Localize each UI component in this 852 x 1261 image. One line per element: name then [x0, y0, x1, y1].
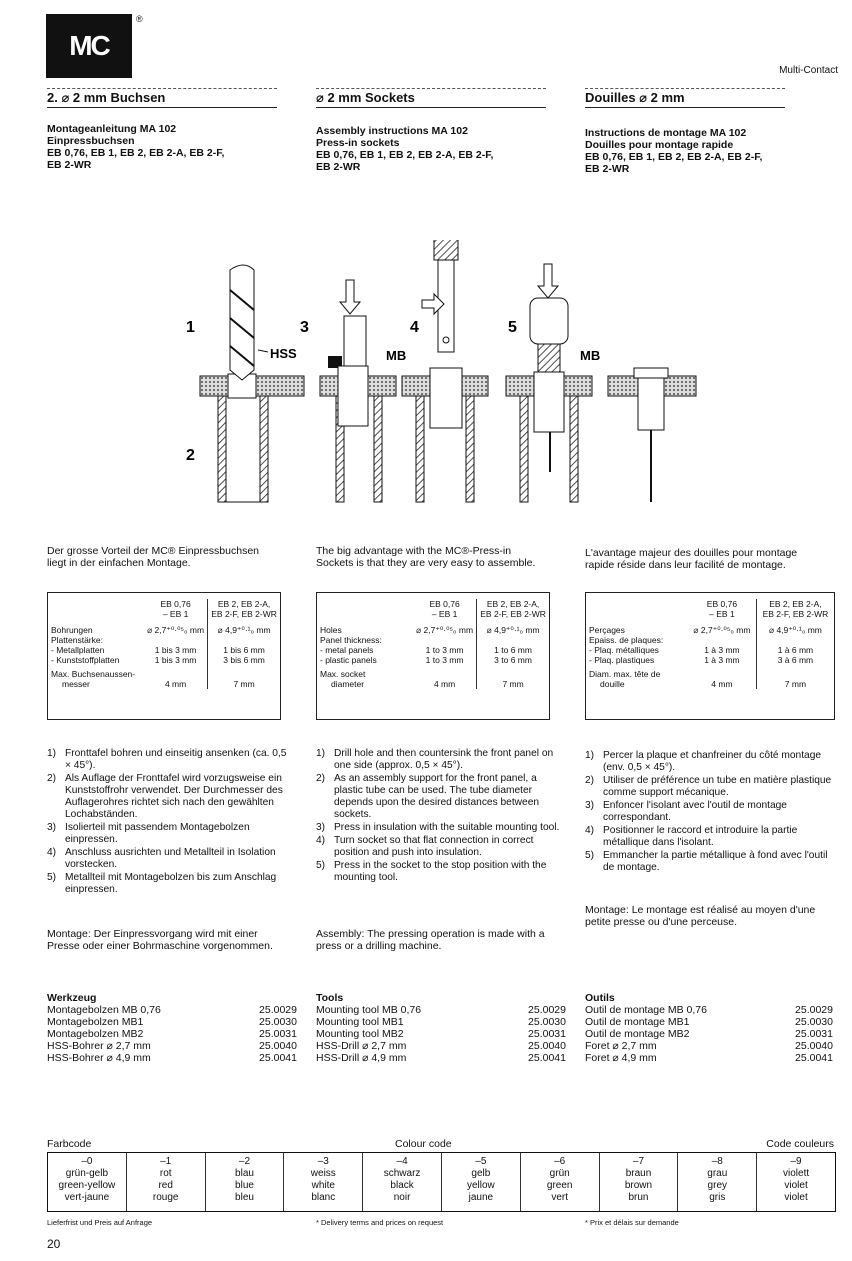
arrow-down-icon	[340, 280, 360, 314]
colour-cell: –5 gelb yellow jaune	[441, 1153, 520, 1211]
colour-cell: –3 weiss white blanc	[283, 1153, 362, 1211]
note-en: Assembly: The pressing operation is made with a press or a drilling machine.	[316, 928, 545, 952]
footnote-fr: * Prix et délais sur demande	[585, 1218, 679, 1227]
list-item: 2) As an assembly support for the front panel, a plastic tube can be used. The tube diameter depends upon the desired distances between sockets.	[316, 773, 540, 820]
subtitle-fr: Instructions de montage MA 102 Douilles pour montage rapide EB 0,76, EB 1, EB 2, EB 2-A, EB 2-F, EB 2-WR	[585, 127, 763, 175]
colour-label-fr: Code couleurs	[766, 1138, 834, 1150]
note-fr: Montage: Le montage est réalisé au moyen d'une petite presse ou d'une perceuse.	[585, 904, 816, 928]
tools-fr: Outils Outil de montage MB 0,76 25.0029 Outil de montage MB1 25.0030 Outil de montage MB2 25.0031 Foret ⌀ 2,7 mm 25.0040 Foret ⌀ 4,9 mm 25.0041	[585, 992, 833, 1064]
footnote-en: * Delivery terms and prices on request	[316, 1218, 444, 1227]
fig-label-3: 3	[300, 319, 309, 336]
page-number: 20	[47, 1237, 61, 1251]
divider	[47, 88, 277, 89]
spec-table-en: EB 0,76 EB 2, EB 2-A, – EB 1 EB 2-F, EB 2-WR Holes ⌀ 2,7⁺⁰·⁰⁵₀ mm ⌀ 4,9⁺⁰·¹₀ mm Panel thickness: - metal panels 1 to 3 mm 1 to 6 mm - plastic panels 1 to 3 mm 3 to 6 mm Max. socket diameter 4 mm 7 mm	[316, 592, 550, 720]
list-item: 4) Positionner le raccord et introduire la partie métallique dans l'isolant.	[585, 825, 798, 848]
list-item: 5) Press in the socket to the stop position with the mounting tool.	[316, 860, 547, 883]
socket-icon	[434, 240, 458, 260]
section-title-fr: Douilles ⌀ 2 mm	[585, 90, 785, 108]
colour-label-en: Colour code	[395, 1138, 452, 1150]
registered-mark: ®	[136, 14, 143, 24]
list-item: 1) Fronttafel bohren und einseitig ansenken (ca. 0,5 × 45°).	[47, 748, 287, 771]
fig-label-4: 4	[410, 319, 419, 336]
list-item: 5) Metallteil mit Montagebolzen bis zum Anschlag einpressen.	[47, 872, 277, 895]
divider	[316, 88, 546, 89]
list-item: 3) Press in insulation with the suitable mounting tool.	[316, 822, 560, 833]
colour-cell: –6 grün green vert	[520, 1153, 599, 1211]
fig-label-5: 5	[508, 319, 517, 336]
steps-de	[47, 748, 287, 897]
list-item: 4) Anschluss ausrichten und Metallteil in Isolation vorstecken.	[47, 847, 276, 870]
colour-code-table	[47, 1152, 836, 1212]
list-item: 2) Als Auflage der Fronttafel wird vorzugsweise ein Kunststoffrohr verwendet. Der Durchmesser des Auflagerohres richtet sich nach den gewählten Lochabständen.	[47, 773, 283, 820]
colour-cell: –0 grün-gelb green-yellow vert-jaune	[58, 1156, 116, 1203]
list-item: 3) Isolierteil mit passendem Montagebolzen einpressen.	[47, 822, 250, 845]
fig-label-2: 2	[186, 447, 195, 464]
brand-name: Multi-Contact	[779, 65, 838, 76]
colour-cell: –4 schwarz black noir	[362, 1153, 441, 1211]
assembly-figure	[160, 240, 720, 510]
steps-en	[316, 748, 564, 885]
footnote-de: Lieferfrist und Preis auf Anfrage	[47, 1218, 153, 1227]
mc-logo: MC	[46, 14, 132, 78]
tools-de: Werkzeug Montagebolzen MB 0,76 25.0029 Montagebolzen MB1 25.0030 Montagebolzen MB2 25.0031 HSS-Bohrer ⌀ 2,7 mm 25.0040 HSS-Bohrer ⌀ 4,9 mm 25.0041	[47, 992, 297, 1064]
tools-en: Tools Mounting tool MB 0,76 25.0029 Mounting tool MB1 25.0030 Mounting tool MB2 25.0031 HSS-Drill ⌀ 2,7 mm 25.0040 HSS-Drill ⌀ 4,9 mm 25.0041	[316, 992, 566, 1064]
colour-cell: –1 rot red rouge	[126, 1153, 205, 1211]
colour-label-de: Farbcode	[47, 1138, 92, 1150]
support-tube	[218, 396, 226, 502]
steps-fr	[585, 750, 833, 875]
intro-fr: L'avantage majeur des douilles pour montage rapide réside dans leur facilité de montage.	[585, 547, 798, 571]
mb-label: MB	[386, 348, 407, 363]
section-title-de: 2. ⌀ 2 mm Buchsen	[47, 90, 277, 108]
colour-cell: –8 grau grey gris	[677, 1153, 756, 1211]
fig-label-1: 1	[186, 319, 195, 336]
hss-label: HSS	[270, 346, 297, 361]
spec-table-fr: EB 0,76 EB 2, EB 2-A, – EB 1 EB 2-F, EB 2-WR Perçages ⌀ 2,7⁺⁰·⁰⁵₀ mm ⌀ 4,9⁺⁰·¹₀ mm Epaiss. de plaques: - Plaq. métalliques 1 à 3 mm 1 à 6 mm - Plaq. plastiques 1 à 3 mm 3 à 6 mm Diam. max. tête de douille 4 mm 7 mm	[585, 592, 835, 720]
divider	[585, 88, 785, 89]
intro-en: The big advantage with the MC®-Press-in Sockets is that they are very easy to assemble.	[316, 545, 536, 569]
note-de: Montage: Der Einpressvorgang wird mit einer Presse oder einer Bohrmaschine vorgenommen.	[47, 928, 273, 952]
list-item: 1) Drill hole and then countersink the front panel on one side (approx. 0,5 × 45°).	[316, 748, 554, 771]
spec-table-de: EB 0,76 EB 2, EB 2-A, – EB 1 EB 2-F, EB 2-WR Bohrungen ⌀ 2,7⁺⁰·⁰⁵₀ mm ⌀ 4,9⁺⁰·¹₀ mm Plattenstärke: - Metallplatten 1 bis 3 mm 1 bis 6 mm - Kunststoffplatten 1 bis 3 mm 3 bis 6 mm Max. Buchsenaussen- messer 4 mm 7 mm	[47, 592, 281, 720]
subtitle-de: Montageanleitung MA 102 Einpressbuchsen EB 0,76, EB 1, EB 2, EB 2-A, EB 2-F, EB 2-WR	[47, 123, 225, 171]
colour-cell: –9 violett violet violet	[756, 1153, 835, 1211]
list-item: 5) Emmancher la partie métallique à fond avec l'outil de montage.	[585, 850, 828, 873]
section-title-en: ⌀ 2 mm Sockets	[316, 90, 546, 108]
list-item: 3) Enfoncer l'isolant avec l'outil de montage correspondant.	[585, 800, 787, 823]
colour-cell: –7 braun brown brun	[599, 1153, 678, 1211]
list-item: 2) Utiliser de préférence un tube en matière plastique comme support mécanique.	[585, 775, 832, 798]
colour-cell: –2 blau blue bleu	[205, 1153, 284, 1211]
mb-label: MB	[580, 348, 601, 363]
list-item: 1) Percer la plaque et chanfreiner du côté montage (env. 0,5 × 45°).	[585, 750, 822, 773]
intro-de: Der grosse Vorteil der MC® Einpressbuchsen liegt in der einfachen Montage.	[47, 545, 259, 569]
subtitle-en: Assembly instructions MA 102 Press-in sockets EB 0,76, EB 1, EB 2, EB 2-A, EB 2-F, EB 2-WR	[316, 125, 494, 173]
list-item: 4) Turn socket so that flat connection in correct position and push into insulation.	[316, 835, 534, 858]
